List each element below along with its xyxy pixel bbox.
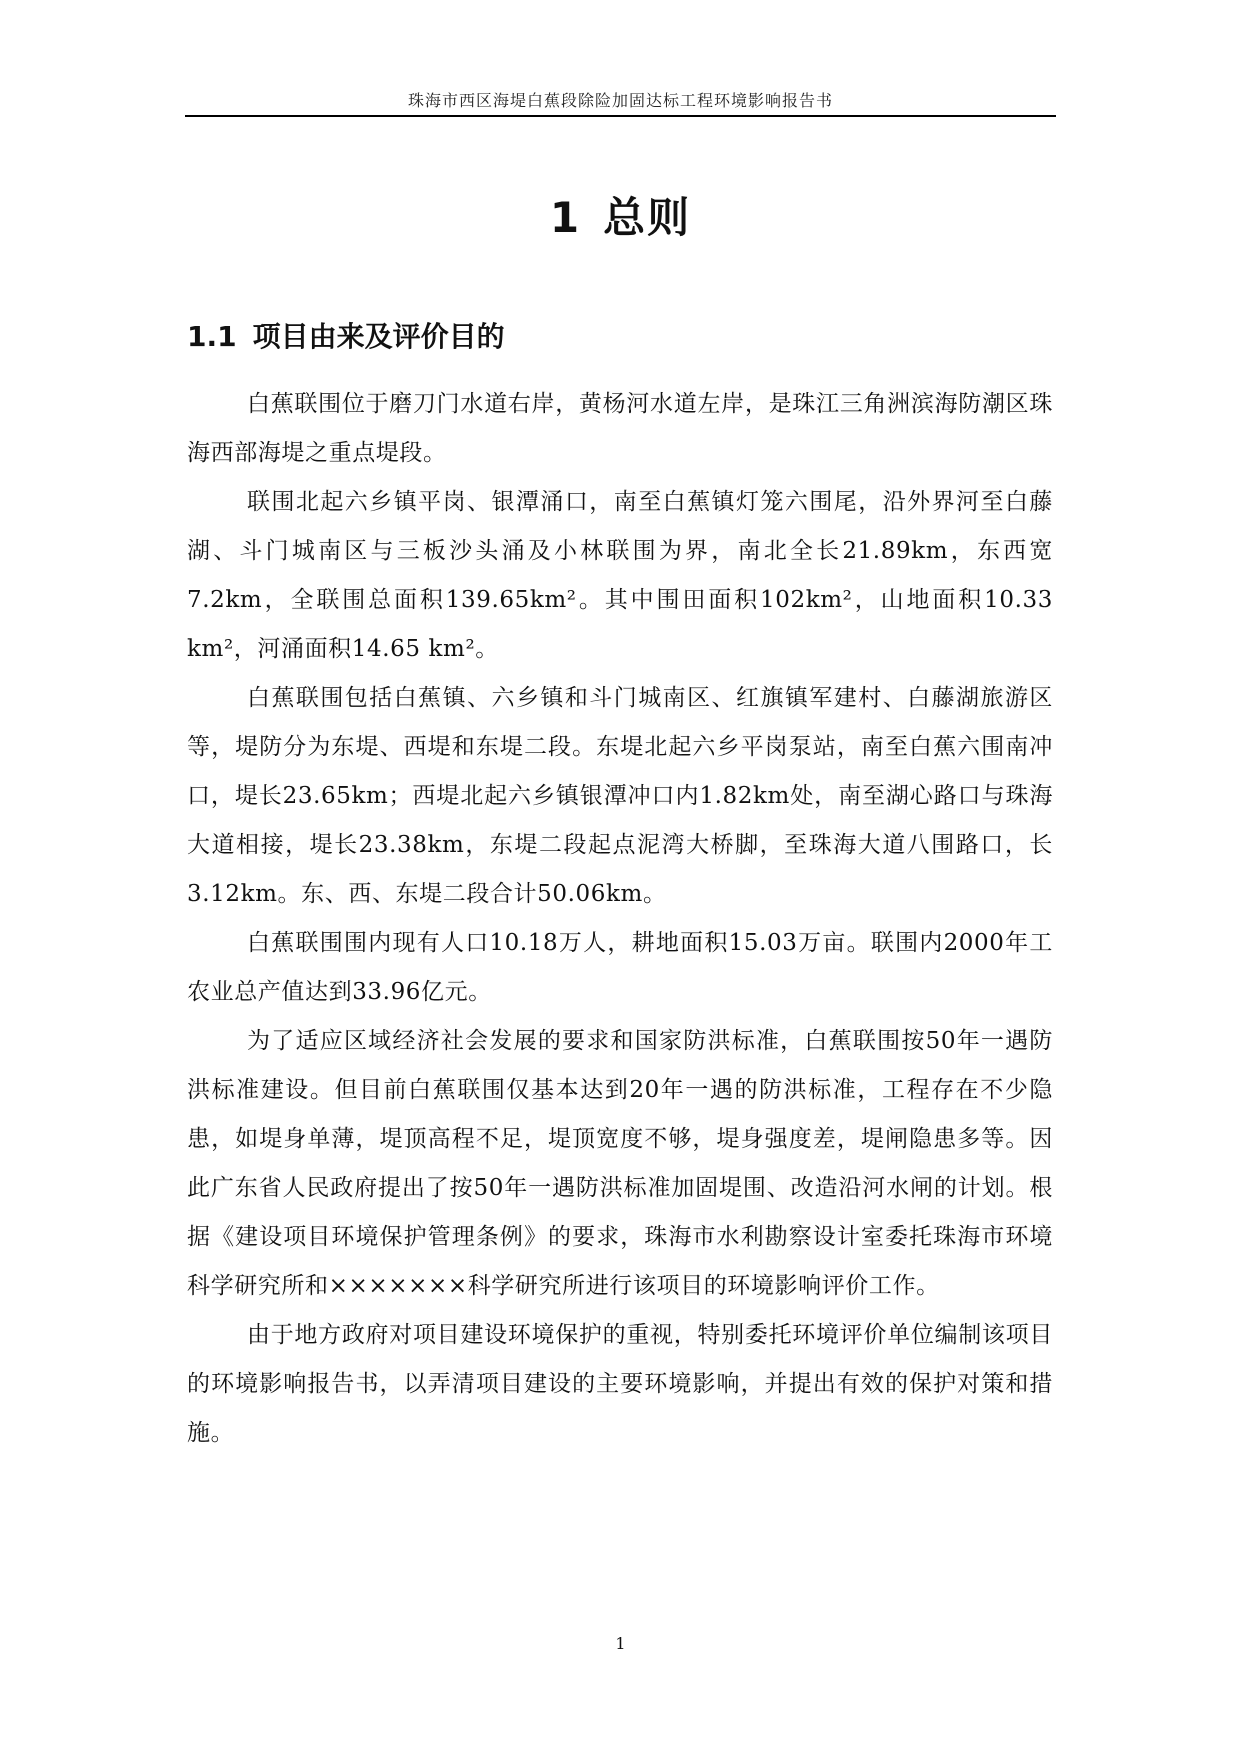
paragraph: 由于地方政府对项目建设环境保护的重视，特别委托环境评价单位编制该项目的环境影响报告书，以弄清项目建设的主要环境影响，并提出有效的保护对策和措施。	[187, 1322, 1053, 1446]
section-title-text: 项目由来及评价目的	[252, 320, 505, 353]
paragraph: 白蕉联围包括白蕉镇、六乡镇和斗门城南区、红旗镇军建村、白藤湖旅游区等，堤防分为东堤、西堤和东堤二段。东堤北起六乡平岗泵站，南至白蕉六围南冲口，堤长23.65km；西堤北起六乡镇银潭冲口内1.82km处，南至湖心路口与珠海大道相接，堤长23.38km，东堤二段起点泥湾大桥脚，至珠海大道八围路口，长3.12km。东、西、东堤二段合计50.06km。	[187, 685, 1053, 907]
chapter-title-text: 总则	[603, 193, 692, 242]
header-divider	[185, 115, 1056, 117]
paragraph: 为了适应区域经济社会发展的要求和国家防洪标准，白蕉联围按50年一遇防洪标准建设。但目前白蕉联围仅基本达到20年一遇的防洪标准，工程存在不少隐患，如堤身单薄，堤顶高程不足，堤顶宽度不够，堤身强度差，堤闸隐患多等。因此广东省人民政府提出了按50年一遇防洪标准加固堤围、改造沿河水闸的计划。根据《建设项目环境保护管理条例》的要求，珠海市水利勘察设计室委托珠海市环境科学研究所和×××××××科学研究所进行该项目的环境影响评价工作。	[187, 1028, 1053, 1299]
section-heading	[187, 315, 505, 355]
running-header: 珠海市西区海堤白蕉段除险加固达标工程环境影响报告书	[407, 91, 833, 110]
section-number: 1.1	[187, 320, 237, 353]
paragraph: 联围北起六乡镇平岗、银潭涌口，南至白蕉镇灯笼六围尾，沿外界河至白藤湖、斗门城南区与三板沙头涌及小林联围为界，南北全长21.89km，东西宽7.2km，全联围总面积139.65km²。其中围田面积102km²，山地面积10.33 km²，河涌面积14.65 km²。	[187, 489, 1053, 662]
chapter-number: 1	[549, 193, 582, 242]
body-text	[187, 380, 1053, 1458]
paragraph: 白蕉联围围内现有人口10.18万人，耕地面积15.03万亩。联围内2000年工农业总产值达到33.96亿元。	[187, 930, 1053, 1005]
page-number: 1	[615, 1634, 626, 1653]
paragraph: 白蕉联围位于磨刀门水道右岸，黄杨河水道左岸，是珠江三角洲滨海防潮区珠海西部海堤之重点堤段。	[187, 391, 1053, 466]
chapter-title	[185, 185, 1056, 245]
